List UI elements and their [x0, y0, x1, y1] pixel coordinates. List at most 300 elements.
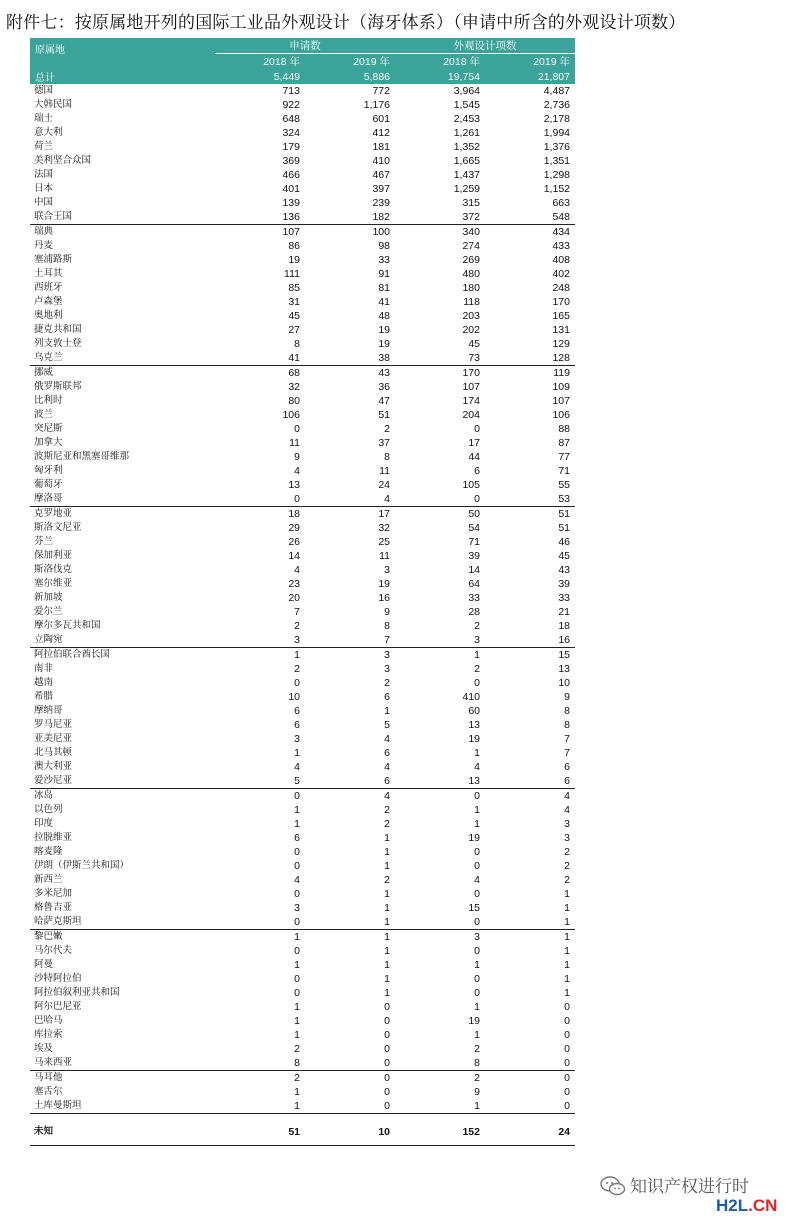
cell-value: 106	[282, 409, 300, 421]
table-row	[30, 239, 575, 253]
cell-value: 3	[294, 902, 300, 914]
origin-name: 荷兰	[34, 141, 54, 152]
cell-value: 81	[378, 282, 390, 294]
cell-value: 467	[372, 169, 390, 181]
cell-value: 55	[558, 479, 570, 491]
origin-name: 瑞士	[34, 113, 54, 124]
cell-value: 0	[294, 423, 300, 435]
cell-value: 1	[474, 804, 480, 816]
origin-name: 大韩民国	[34, 99, 73, 110]
cell-value: 1	[564, 973, 570, 985]
origin-name: 奥地利	[34, 310, 63, 321]
year-header: 2018 年	[395, 54, 485, 70]
origin-name: 塞舌尔	[34, 1086, 63, 1097]
cell-value: 1	[294, 804, 300, 816]
table-row	[30, 225, 575, 240]
cell-value: 0	[305, 1056, 395, 1071]
cell-value: 4	[305, 492, 395, 507]
cell-value: 269	[462, 254, 480, 266]
table-row	[30, 1000, 575, 1014]
cell-value: 0	[474, 846, 480, 858]
cell-value: 33	[468, 592, 480, 604]
design-table	[30, 38, 575, 1146]
table-row	[30, 789, 575, 804]
cell-value: 7	[564, 733, 570, 745]
cell-value: 8	[294, 338, 300, 350]
cell-value: 44	[468, 451, 480, 463]
cell-value: 0	[564, 1043, 570, 1055]
cell-value: 0	[294, 945, 300, 957]
table-row	[30, 492, 575, 507]
origin-name: 阿曼	[34, 959, 54, 970]
year-header: 2019 年	[485, 54, 575, 70]
cell-value: 2	[474, 1072, 480, 1084]
table-row	[30, 196, 575, 210]
cell-value: 324	[282, 127, 300, 139]
table-row	[30, 633, 575, 648]
origin-name: 波兰	[34, 409, 54, 420]
table-row	[30, 887, 575, 901]
year-header: 2019 年	[305, 54, 395, 70]
cell-value: 54	[468, 522, 480, 534]
total-value: 21,807	[485, 69, 575, 84]
cell-value: 1	[384, 705, 390, 717]
origin-name: 葡萄牙	[34, 479, 63, 490]
cell-value: 14	[468, 564, 480, 576]
origin-name: 埃及	[34, 1043, 54, 1054]
origin-name: 新加坡	[34, 592, 63, 603]
table-row	[30, 986, 575, 1000]
cell-value: 41	[215, 351, 305, 366]
cell-value: 2	[564, 874, 570, 886]
cell-value: 119	[553, 367, 570, 379]
origin-name: 黎巴嫩	[34, 931, 63, 942]
table-row	[30, 1028, 575, 1042]
origin-name: 冰岛	[34, 790, 54, 801]
cell-value: 152	[395, 1119, 485, 1146]
total-value: 5,449	[215, 69, 305, 84]
origin-name: 澳大利亚	[34, 761, 73, 772]
cell-value: 80	[288, 395, 300, 407]
origin-name: 摩尔多瓦共和国	[34, 620, 101, 631]
cell-value: 4	[384, 733, 390, 745]
cell-value: 3,964	[453, 85, 480, 97]
cell-value: 0	[294, 987, 300, 999]
cell-value: 3	[215, 633, 305, 648]
cell-value: 1	[395, 1099, 485, 1114]
cell-value: 1	[294, 1086, 300, 1098]
cell-value: 2	[384, 677, 390, 689]
table-row	[30, 267, 575, 281]
cell-value: 68	[288, 367, 300, 379]
cell-value: 25	[378, 536, 390, 548]
total-value: 5,886	[305, 69, 395, 84]
cell-value: 24	[485, 1119, 575, 1146]
cell-value: 10	[558, 677, 570, 689]
cell-value: 0	[294, 790, 300, 802]
cell-value: 9	[294, 451, 300, 463]
cell-value: 0	[564, 1001, 570, 1013]
cell-value: 1	[384, 945, 390, 957]
watermark	[600, 1172, 749, 1197]
cell-value: 181	[372, 141, 390, 153]
cell-value: 0	[294, 973, 300, 985]
cell-value: 0	[294, 860, 300, 872]
cell-value: 2,736	[543, 99, 570, 111]
cell-value: 10	[305, 1119, 395, 1146]
cell-value: 0	[474, 677, 480, 689]
cell-value: 180	[462, 282, 480, 294]
cell-value: 1	[474, 1001, 480, 1013]
cell-value: 1	[294, 1001, 300, 1013]
table-row	[30, 210, 575, 225]
cell-value: 8	[215, 1056, 305, 1071]
table-row	[30, 535, 575, 549]
cell-value: 28	[468, 606, 480, 618]
table-row	[30, 168, 575, 182]
cell-value: 2	[564, 846, 570, 858]
cell-value: 88	[558, 423, 570, 435]
cell-value: 6	[384, 691, 390, 703]
cell-value: 0	[294, 846, 300, 858]
table-row	[30, 98, 575, 112]
cell-value: 1	[564, 931, 570, 943]
table-row	[30, 521, 575, 535]
origin-name: 法国	[34, 169, 54, 180]
cell-value: 0	[215, 492, 305, 507]
cell-value: 2	[384, 804, 390, 816]
cell-value: 3	[474, 931, 480, 943]
cell-value: 663	[552, 197, 570, 209]
origin-name: 印度	[34, 818, 54, 829]
table-row	[30, 760, 575, 774]
cell-value: 32	[378, 522, 390, 534]
cell-value: 0	[395, 915, 485, 930]
table-row	[30, 112, 575, 126]
cell-value: 1	[384, 846, 390, 858]
table-row	[30, 845, 575, 859]
origin-name: 列支敦士登	[34, 338, 82, 349]
table-row	[30, 930, 575, 945]
table-row	[30, 859, 575, 873]
cell-value: 248	[552, 282, 570, 294]
origin-name: 摩纳哥	[34, 705, 63, 716]
table-row	[30, 323, 575, 337]
cell-value: 4	[384, 761, 390, 773]
cell-value: 0	[485, 1099, 575, 1114]
cell-value: 139	[282, 197, 300, 209]
cell-value: 51	[558, 522, 570, 534]
cell-value: 6	[294, 832, 300, 844]
total-label: 总计	[30, 69, 215, 84]
cell-value: 107	[552, 395, 570, 407]
total-value: 19,754	[395, 69, 485, 84]
year-header: 2018 年	[215, 54, 305, 70]
cell-value: 4	[384, 790, 390, 802]
origin-name: 联合王国	[30, 210, 215, 225]
cell-value: 45	[468, 338, 480, 350]
cell-value: 38	[305, 351, 395, 366]
page-title: 附件七：按原属地开列的国际工业品外观设计（海牙体系）（申请中所含的外观设计项数）	[6, 13, 686, 33]
cell-value: 1,176	[363, 99, 390, 111]
cell-value: 20	[288, 592, 300, 604]
origin-name: 北马其顿	[34, 747, 73, 758]
cell-value: 53	[485, 492, 575, 507]
cell-value: 19	[378, 578, 390, 590]
cell-value: 19	[468, 733, 480, 745]
table-row	[30, 817, 575, 831]
origin-name: 亚美尼亚	[34, 733, 73, 744]
cell-value: 1,665	[453, 155, 480, 167]
cell-value: 7	[305, 633, 395, 648]
cell-value: 4	[564, 804, 570, 816]
cell-value: 4	[294, 761, 300, 773]
origin-name: 西班牙	[34, 282, 63, 293]
cell-value: 4,487	[543, 85, 570, 97]
cell-value: 60	[468, 705, 480, 717]
cell-value: 27	[288, 324, 300, 336]
cell-value: 4	[474, 874, 480, 886]
cell-value: 6	[384, 747, 390, 759]
cell-value: 86	[288, 240, 300, 252]
origin-name: 爱尔兰	[34, 606, 63, 617]
cell-value: 32	[288, 381, 300, 393]
origin-name: 加拿大	[34, 437, 63, 448]
cell-value: 1	[564, 987, 570, 999]
origin-name: 塞尔维亚	[34, 578, 73, 589]
cell-value: 51	[215, 1119, 305, 1146]
cell-value: 6	[294, 705, 300, 717]
table-row	[30, 605, 575, 619]
cell-value: 5	[384, 719, 390, 731]
origin-name: 突尼斯	[34, 423, 63, 434]
cell-value: 19	[468, 1015, 480, 1027]
cell-value: 1	[474, 747, 480, 759]
cell-value: 410	[372, 155, 390, 167]
origin-name: 格鲁吉亚	[34, 902, 73, 913]
cell-value: 100	[372, 226, 390, 238]
cell-value: 3	[395, 633, 485, 648]
cell-value: 372	[395, 210, 485, 225]
origin-name: 卢森堡	[34, 296, 63, 307]
cell-value: 204	[462, 409, 480, 421]
cell-value: 21	[558, 606, 570, 618]
table-row	[30, 803, 575, 817]
origin-name: 中国	[34, 197, 54, 208]
cell-value: 1	[564, 888, 570, 900]
origin-name: 摩洛哥	[30, 492, 215, 507]
cell-value: 13	[288, 479, 300, 491]
table-row	[30, 563, 575, 577]
cell-value: 0	[564, 1015, 570, 1027]
cell-value: 1,437	[453, 169, 480, 181]
cell-value: 202	[462, 324, 480, 336]
table-row	[30, 337, 575, 351]
cell-value: 0	[395, 492, 485, 507]
cell-value: 1,152	[543, 183, 570, 195]
cell-value: 51	[558, 508, 570, 520]
cell-value: 1	[294, 649, 300, 661]
cell-value: 8	[564, 705, 570, 717]
cell-value: 0	[564, 1029, 570, 1041]
table-row	[30, 84, 575, 98]
origin-name: 巴哈马	[34, 1015, 63, 1026]
cell-value: 466	[282, 169, 300, 181]
cell-value: 19	[468, 832, 480, 844]
cell-value: 2	[294, 1043, 300, 1055]
cell-value: 18	[558, 620, 570, 632]
cell-value: 6	[485, 774, 575, 789]
cell-value: 340	[462, 226, 480, 238]
origin-name: 土耳其	[34, 268, 63, 279]
origin-name: 瑞典	[34, 226, 54, 237]
origin-name: 沙特阿拉伯	[34, 973, 82, 984]
cell-value: 0	[384, 1001, 390, 1013]
cell-value: 48	[378, 310, 390, 322]
header-row-groups	[30, 38, 575, 54]
cell-value: 16	[378, 592, 390, 604]
origin-name: 芬兰	[34, 536, 54, 547]
origin-name: 日本	[34, 183, 54, 194]
cell-value: 397	[372, 183, 390, 195]
table-row	[30, 380, 575, 394]
cell-value: 274	[462, 240, 480, 252]
origin-name: 克罗地亚	[34, 508, 73, 519]
cell-value: 2	[384, 874, 390, 886]
cell-value: 43	[558, 564, 570, 576]
cell-value: 0	[384, 1043, 390, 1055]
table-row	[30, 281, 575, 295]
cell-value: 10	[288, 691, 300, 703]
cell-value: 109	[552, 381, 570, 393]
origin-name: 意大利	[34, 127, 63, 138]
cell-value: 2	[384, 818, 390, 830]
table-row	[30, 126, 575, 140]
cell-value: 1	[485, 915, 575, 930]
origin-name: 土库曼斯坦	[30, 1099, 215, 1114]
cell-value: 131	[552, 324, 570, 336]
cell-value: 179	[282, 141, 300, 153]
cell-value: 2,178	[543, 113, 570, 125]
cell-value: 1	[384, 860, 390, 872]
cell-value: 1	[474, 959, 480, 971]
cell-value: 713	[282, 85, 300, 97]
cell-value: 1	[384, 987, 390, 999]
cell-value: 18	[288, 508, 300, 520]
cell-value: 0	[474, 860, 480, 872]
table-row	[30, 619, 575, 633]
cell-value: 182	[305, 210, 395, 225]
origin-name: 喀麦隆	[34, 846, 63, 857]
cell-value: 13	[468, 719, 480, 731]
cell-value: 1	[384, 832, 390, 844]
cell-value: 128	[485, 351, 575, 366]
table-row	[30, 746, 575, 760]
origin-name: 美利坚合众国	[34, 155, 92, 166]
cell-value: 6	[564, 761, 570, 773]
cell-value: 165	[552, 310, 570, 322]
cell-value: 9	[564, 691, 570, 703]
cell-value: 14	[288, 550, 300, 562]
table-row	[30, 351, 575, 366]
cell-value: 1	[294, 1015, 300, 1027]
cell-value: 1,545	[453, 99, 480, 111]
origin-name: 斯洛伐克	[34, 564, 73, 575]
table-body	[30, 69, 575, 1146]
cell-value: 3	[384, 564, 390, 576]
cell-value: 648	[282, 113, 300, 125]
origin-name: 立陶宛	[30, 633, 215, 648]
cell-value: 2	[474, 1043, 480, 1055]
table-row	[30, 1085, 575, 1099]
origin-name: 塞浦路斯	[34, 254, 73, 265]
table-row	[30, 253, 575, 267]
cell-value: 1	[294, 931, 300, 943]
cell-value: 433	[552, 240, 570, 252]
cell-value: 1	[294, 959, 300, 971]
cell-value: 105	[462, 479, 480, 491]
table-row	[30, 450, 575, 464]
cell-value: 4	[294, 874, 300, 886]
cell-value: 2	[474, 663, 480, 675]
table-row	[30, 478, 575, 492]
cell-value: 3	[384, 663, 390, 675]
cell-value: 1	[294, 818, 300, 830]
cell-value: 0	[305, 1099, 395, 1114]
cell-value: 43	[378, 367, 390, 379]
cell-value: 0	[564, 1086, 570, 1098]
cell-value: 412	[372, 127, 390, 139]
cell-value: 2	[294, 663, 300, 675]
cell-value: 118	[463, 296, 480, 308]
table-row	[30, 648, 575, 663]
origin-name: 阿拉伯叙利亚共和国	[34, 987, 120, 998]
cell-value: 601	[372, 113, 390, 125]
table-row	[30, 591, 575, 605]
table-row	[30, 366, 575, 381]
cell-value: 11	[289, 437, 300, 449]
table-row	[30, 464, 575, 478]
table-row	[30, 690, 575, 704]
site-logo	[716, 1196, 777, 1216]
table-row	[30, 662, 575, 676]
origin-name: 阿拉伯联合酋长国	[34, 649, 111, 660]
cell-value: 1,376	[543, 141, 570, 153]
cell-value: 51	[378, 409, 390, 421]
table-row	[30, 944, 575, 958]
table-row	[30, 140, 575, 154]
cell-value: 39	[468, 550, 480, 562]
table-row	[30, 577, 575, 591]
origin-name: 马尔代夫	[34, 945, 73, 956]
wechat-icon	[600, 1176, 626, 1196]
cell-value: 107	[462, 381, 480, 393]
cell-value: 46	[558, 536, 570, 548]
unknown-row	[30, 1119, 575, 1146]
origin-name: 以色列	[34, 804, 63, 815]
cell-value: 1,259	[453, 183, 480, 195]
cell-value: 2	[294, 1072, 300, 1084]
cell-value: 91	[378, 268, 390, 280]
table-row	[30, 901, 575, 915]
table-row	[30, 507, 575, 522]
cell-value: 33	[558, 592, 570, 604]
origin-name: 德国	[34, 85, 54, 96]
origin-name: 多米尼加	[34, 888, 73, 899]
cell-value: 13	[558, 663, 570, 675]
cell-value: 64	[468, 578, 480, 590]
designs-header: 外观设计项数	[395, 38, 575, 54]
